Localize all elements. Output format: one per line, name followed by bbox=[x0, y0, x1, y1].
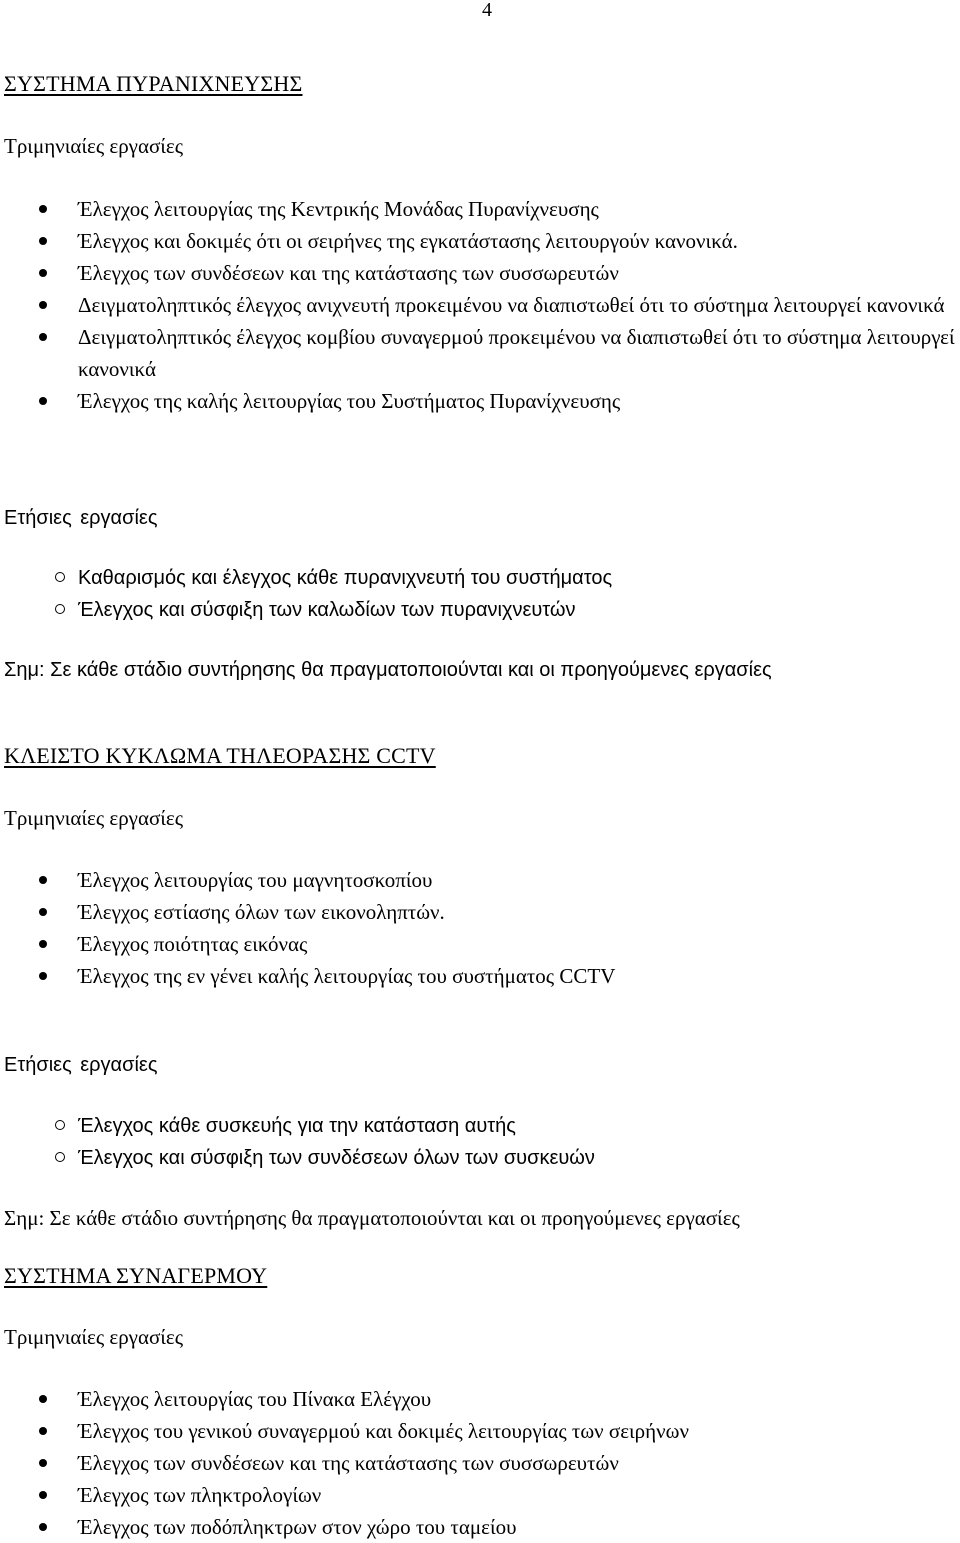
bullet-ring-icon bbox=[55, 572, 65, 582]
bullet-icon bbox=[39, 1491, 47, 1499]
note-cctv: Σημ: Σε κάθε στάδιο συντήρησης θα πραγματοποιούνται και οι προηγούμενες εργασίες bbox=[4, 1206, 740, 1230]
bullet-ring-icon bbox=[55, 1152, 65, 1162]
list-item: Έλεγχος των πληκτρολογίων bbox=[0, 1479, 956, 1511]
bullet-icon bbox=[39, 237, 47, 245]
list-item: Έλεγχος της εν γένει καλής λειτουργίας του συστήματος CCTV bbox=[0, 960, 956, 992]
section-title-alarm: ΣΥΣΤΗΜΑ ΣΥΝΑΓΕΡΜΟΥ bbox=[4, 1263, 268, 1288]
list-item: Έλεγχος λειτουργίας του μαγνητοσκοπίου bbox=[0, 864, 956, 896]
list-item: Έλεγχος λειτουργίας της Κεντρικής Μονάδας Πυρανίχνευσης bbox=[0, 193, 956, 225]
list-item: Έλεγχος και σύσφιξη των συνδέσεων όλων των συσκευών bbox=[0, 1142, 956, 1174]
bullet-icon bbox=[39, 397, 47, 405]
list-item: Έλεγχος των συνδέσεων και της κατάστασης των συσσωρευτών bbox=[0, 257, 956, 289]
list-item: Δειγματοληπτικός έλεγχος κομβίου συναγερμού προκειμένου να διαπιστωθεί ότι το σύστημα λειτουργεί κανονικά bbox=[0, 321, 956, 385]
bullet-icon bbox=[39, 1523, 47, 1531]
bullet-icon bbox=[39, 269, 47, 277]
list-item: Έλεγχος του γενικού συναγερμού και δοκιμές λειτουργίας των σειρήνων bbox=[0, 1415, 956, 1447]
list-item: Έλεγχος των συνδέσεων και της κατάστασης των συσσωρευτών bbox=[0, 1447, 956, 1479]
list-item: Δειγματοληπτικός έλεγχος ανιχνευτή προκειμένου να διαπιστωθεί ότι το σύστημα λειτουργεί κανονικά bbox=[0, 289, 956, 321]
page-number: 4 bbox=[482, 0, 492, 21]
section-title-fire-detection: ΣΥΣΤΗΜΑ ΠΥΡΑΝΙΧΝΕΥΣΗΣ bbox=[4, 71, 303, 96]
list-item: Έλεγχος κάθε συσκευής για την κατάσταση αυτής bbox=[0, 1110, 956, 1142]
quarterly-heading-alarm: Τριμηνιαίες εργασίες bbox=[4, 1325, 184, 1349]
bullet-icon bbox=[39, 876, 47, 884]
list-item: Έλεγχος και δοκιμές ότι οι σειρήνες της εγκατάστασης λειτουργούν κανονικά. bbox=[0, 225, 956, 257]
list-item: Έλεγχος των ποδόπληκτρων στον χώρο του ταμείου bbox=[0, 1511, 956, 1543]
list-item: Έλεγχος και σύσφιξη των καλωδίων των πυρανιχνευτών bbox=[0, 594, 956, 626]
quarterly-list-alarm bbox=[0, 1383, 956, 1543]
annual-heading-cctv: Ετήσιες εργασίες bbox=[4, 1054, 158, 1076]
bullet-icon bbox=[39, 972, 47, 980]
list-item: Έλεγχος λειτουργίας του Πίνακα Ελέγχου bbox=[0, 1383, 956, 1415]
quarterly-heading-cctv: Τριμηνιαίες εργασίες bbox=[4, 806, 184, 830]
bullet-icon bbox=[39, 333, 47, 341]
note-fire: Σημ: Σε κάθε στάδιο συντήρησης θα πραγματοποιούνται και οι προηγούμενες εργασίες bbox=[4, 659, 772, 681]
list-item: Έλεγχος ποιότητας εικόνας bbox=[0, 928, 956, 960]
bullet-icon bbox=[39, 940, 47, 948]
list-item: Καθαρισμός και έλεγχος κάθε πυρανιχνευτή του συστήματος bbox=[0, 562, 956, 594]
list-item: Έλεγχος της καλής λειτουργίας του Συστήματος Πυρανίχνευσης bbox=[0, 385, 956, 417]
bullet-icon bbox=[39, 1427, 47, 1435]
annual-list-fire bbox=[0, 562, 956, 626]
annual-heading-fire: Ετήσιες εργασίες bbox=[4, 507, 158, 529]
quarterly-list-fire bbox=[0, 193, 956, 417]
quarterly-list-cctv bbox=[0, 864, 956, 992]
list-item: Έλεγχος εστίασης όλων των εικονοληπτών. bbox=[0, 896, 956, 928]
quarterly-heading-fire: Τριμηνιαίες εργασίες bbox=[4, 134, 184, 158]
bullet-icon bbox=[39, 205, 47, 213]
bullet-icon bbox=[39, 1459, 47, 1467]
bullet-ring-icon bbox=[55, 604, 65, 614]
section-title-cctv: ΚΛΕΙΣΤΟ ΚΥΚΛΩΜΑ ΤΗΛΕΟΡΑΣΗΣ CCTV bbox=[4, 743, 436, 768]
annual-list-cctv bbox=[0, 1110, 956, 1174]
bullet-icon bbox=[39, 301, 47, 309]
bullet-ring-icon bbox=[55, 1120, 65, 1130]
bullet-icon bbox=[39, 908, 47, 916]
bullet-icon bbox=[39, 1395, 47, 1403]
